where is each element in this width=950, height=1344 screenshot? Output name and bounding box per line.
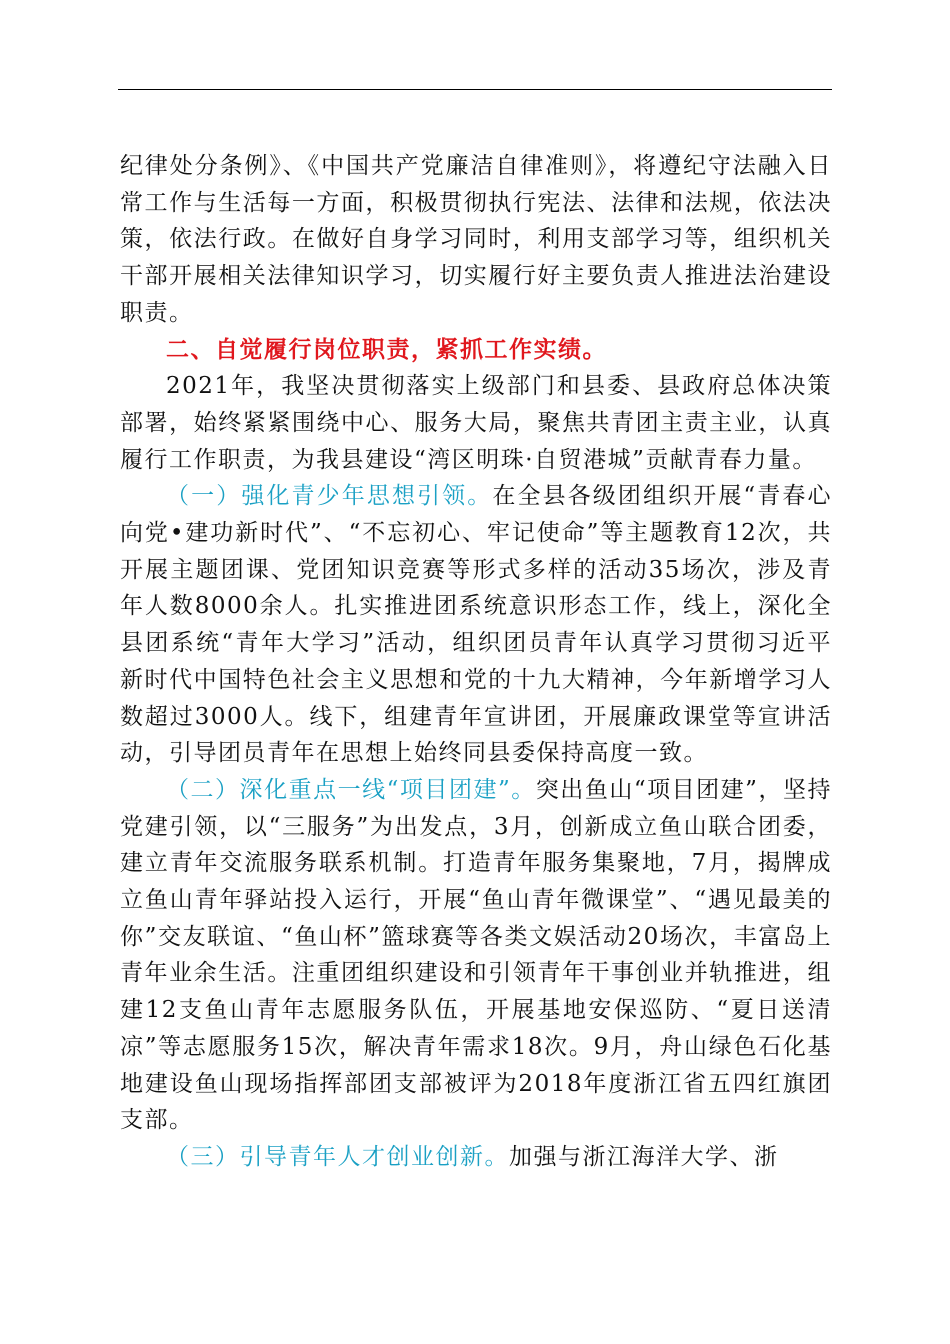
sub2-text: 突出鱼山“项目团建”，坚持党建引领，以“三服务”为出发点，3月，创新成立鱼山联合团委，建立青年交流服务联系机制。打造青年服务集聚地，7月，揭牌成立鱼山青年驿站投入运行，开展“鱼山青年微课堂”、“遇见最美的你”交友联谊、“鱼山杯”篮球赛等各类文娱活动20场次，丰富岛上青年业余生活。注重团组织建设和引领青年干事创业并轨推进，组建12支鱼山青年志愿服务队伍，开展基地安保巡防、“夏日送清凉”等志愿服务15次，解决青年需求18次。9月，舟山绿色石化基地建设鱼山现场指挥部团支部被评为2018年度浙江省五四红旗团支部。: [120, 776, 832, 1134]
subheading-2: （二）深化重点一线“项目团建”。: [166, 776, 536, 803]
paragraph-sub1: [120, 478, 832, 772]
document-body: [120, 148, 832, 1176]
header-rule: [118, 89, 832, 90]
paragraph-sub3: [120, 1139, 832, 1176]
section-heading: 二、自觉履行岗位职责，紧抓工作实绩。: [166, 336, 607, 363]
sub3-text: 加强与浙江海洋大学、浙: [509, 1143, 779, 1170]
sub1-text: 在全县各级团组织开展“青春心向党•建功新时代”、“不忘初心、牢记使命”等主题教育12次，共开展主题团课、党团知识竞赛等形式多样的活动35场次，涉及青年人数8000余人。扎实推进团系统意识形态工作，线上，深化全县团系统“青年大学习”活动，组织团员青年认真学习贯彻习近平新时代中国特色社会主义思想和党的十九大精神，今年新增学习人数超过3000人。线下，组建青年宣讲团，开展廉政课堂等宣讲活动，引导团员青年在思想上始终同县委保持高度一致。: [120, 483, 833, 767]
paragraph-sub2: [120, 772, 832, 1139]
subheading-1: （一）强化青少年思想引领。: [166, 483, 493, 510]
paragraph-continuation: 纪律处分条例》、《中国共产党廉洁自律准则》，将遵纪守法融入日常工作与生活每一方面，积极贯彻执行宪法、法律和法规，依法决策，依法行政。在做好自身学习同时，利用支部学习等，组织机关干部开展相关法律知识学习，切实履行好主要负责人推进法治建设职责。: [120, 153, 832, 326]
subheading-3: （三）引导青年人才创业创新。: [166, 1143, 509, 1170]
paragraph-intro: 2021年，我坚决贯彻落实上级部门和县委、县政府总体决策部署，始终紧紧围绕中心、服务大局，聚焦共青团主责主业，认真履行工作职责，为我县建设“湾区明珠·自贸港城”贡献青春力量。: [120, 373, 832, 473]
